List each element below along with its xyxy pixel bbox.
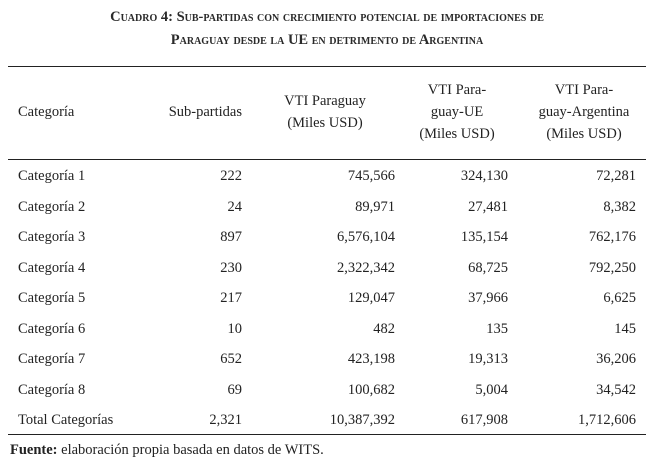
cell-categoria: Categoría 2 bbox=[18, 198, 86, 215]
cell-subpartidas: 10 bbox=[227, 320, 242, 337]
header-subpartidas: Sub-partidas bbox=[168, 104, 242, 120]
cell-vti-paraguay: 2,322,342 bbox=[337, 259, 395, 276]
cell-categoria: Categoría 5 bbox=[18, 290, 86, 306]
cell-subpartidas: 217 bbox=[220, 290, 242, 306]
cell-vti-argentina: 792,250 bbox=[588, 259, 636, 276]
table-caption bbox=[0, 6, 654, 52]
header-vti-ar-line-3: (Miles USD) bbox=[546, 126, 622, 142]
cell-subpartidas: 897 bbox=[220, 229, 242, 245]
cell-vti-ue: 617,908 bbox=[460, 412, 508, 428]
header-vti-ue-line-1: VTI Para- bbox=[427, 82, 487, 98]
cell-vti-paraguay: 129,047 bbox=[347, 290, 395, 306]
cell-subpartidas: 69 bbox=[227, 381, 242, 398]
table-row bbox=[0, 315, 654, 346]
table-header-rule bbox=[8, 159, 646, 160]
header-vti-paraguay-ue bbox=[407, 79, 507, 145]
header-vti-paraguay bbox=[272, 90, 378, 134]
table-top-rule bbox=[8, 66, 646, 67]
cell-vti-argentina: 8,382 bbox=[603, 198, 636, 215]
cell-vti-paraguay: 100,682 bbox=[347, 381, 395, 398]
cell-vti-argentina: 34,542 bbox=[596, 381, 636, 398]
cell-vti-argentina: 762,176 bbox=[588, 229, 636, 245]
table-row bbox=[0, 376, 654, 407]
cell-categoria: Categoría 7 bbox=[18, 351, 86, 367]
caption-line-2: Paraguay desde la UE en detrimento de Argentina bbox=[170, 32, 484, 48]
cell-subpartidas: 2,321 bbox=[209, 412, 242, 428]
header-vti-paraguay-argentina bbox=[526, 79, 642, 145]
cell-vti-ue: 135 bbox=[486, 320, 508, 337]
table-row bbox=[0, 223, 654, 254]
header-vti-ar-line-2: guay-Argentina bbox=[538, 104, 630, 120]
cell-categoria: Categoría 8 bbox=[18, 381, 86, 398]
caption-line-1: Cuadro 4: Sub-partidas con crecimiento potencial de importaciones de bbox=[110, 9, 544, 25]
header-vti-paraguay-line-1: VTI Paraguay bbox=[284, 93, 366, 109]
table-source-note bbox=[10, 440, 324, 460]
cell-vti-paraguay: 10,387,392 bbox=[329, 412, 395, 428]
cell-vti-argentina: 36,206 bbox=[596, 351, 636, 367]
table-row bbox=[0, 254, 654, 285]
header-categoria: Categoría bbox=[18, 104, 75, 120]
cell-vti-argentina: 1,712,606 bbox=[578, 412, 636, 428]
cell-categoria: Categoría 6 bbox=[18, 320, 86, 337]
cell-vti-argentina: 72,281 bbox=[596, 168, 636, 184]
cell-vti-ue: 27,481 bbox=[468, 198, 508, 215]
cell-subpartidas: 652 bbox=[220, 351, 242, 367]
header-vti-ue-line-2: guay-UE bbox=[430, 104, 484, 120]
table-total-row bbox=[0, 406, 654, 437]
cell-vti-ue: 37,966 bbox=[468, 290, 508, 306]
source-label: Fuente: bbox=[10, 442, 58, 458]
header-vti-paraguay-line-2: (Miles USD) bbox=[287, 115, 363, 131]
table-row bbox=[0, 345, 654, 376]
cell-vti-paraguay: 6,576,104 bbox=[337, 229, 395, 245]
header-vti-ar-line-1: VTI Para- bbox=[554, 82, 614, 98]
cell-vti-paraguay: 423,198 bbox=[347, 351, 395, 367]
source-text: elaboración propia basada en datos de WITS. bbox=[61, 442, 324, 458]
cell-vti-paraguay: 745,566 bbox=[347, 168, 395, 184]
cell-vti-ue: 68,725 bbox=[468, 259, 508, 276]
table-row bbox=[0, 162, 654, 193]
cell-vti-ue: 19,313 bbox=[468, 351, 508, 367]
cell-subpartidas: 24 bbox=[227, 198, 242, 215]
table-bottom-rule bbox=[8, 434, 646, 435]
cell-vti-ue: 324,130 bbox=[460, 168, 508, 184]
cell-vti-paraguay: 89,971 bbox=[355, 198, 395, 215]
cell-vti-paraguay: 482 bbox=[373, 320, 395, 337]
cell-vti-ue: 5,004 bbox=[475, 381, 508, 398]
table-row bbox=[0, 284, 654, 315]
cell-vti-argentina: 6,625 bbox=[603, 290, 636, 306]
cell-categoria: Categoría 1 bbox=[18, 168, 86, 184]
table-body bbox=[0, 162, 654, 437]
cell-categoria: Categoría 4 bbox=[18, 259, 86, 276]
cell-categoria: Total Categorías bbox=[18, 412, 114, 428]
cell-subpartidas: 222 bbox=[220, 168, 242, 184]
cell-vti-ue: 135,154 bbox=[460, 229, 508, 245]
header-vti-ue-line-3: (Miles USD) bbox=[419, 126, 495, 142]
cell-subpartidas: 230 bbox=[220, 259, 242, 276]
table-row bbox=[0, 193, 654, 224]
cell-vti-argentina: 145 bbox=[614, 320, 636, 337]
cell-categoria: Categoría 3 bbox=[18, 229, 86, 245]
